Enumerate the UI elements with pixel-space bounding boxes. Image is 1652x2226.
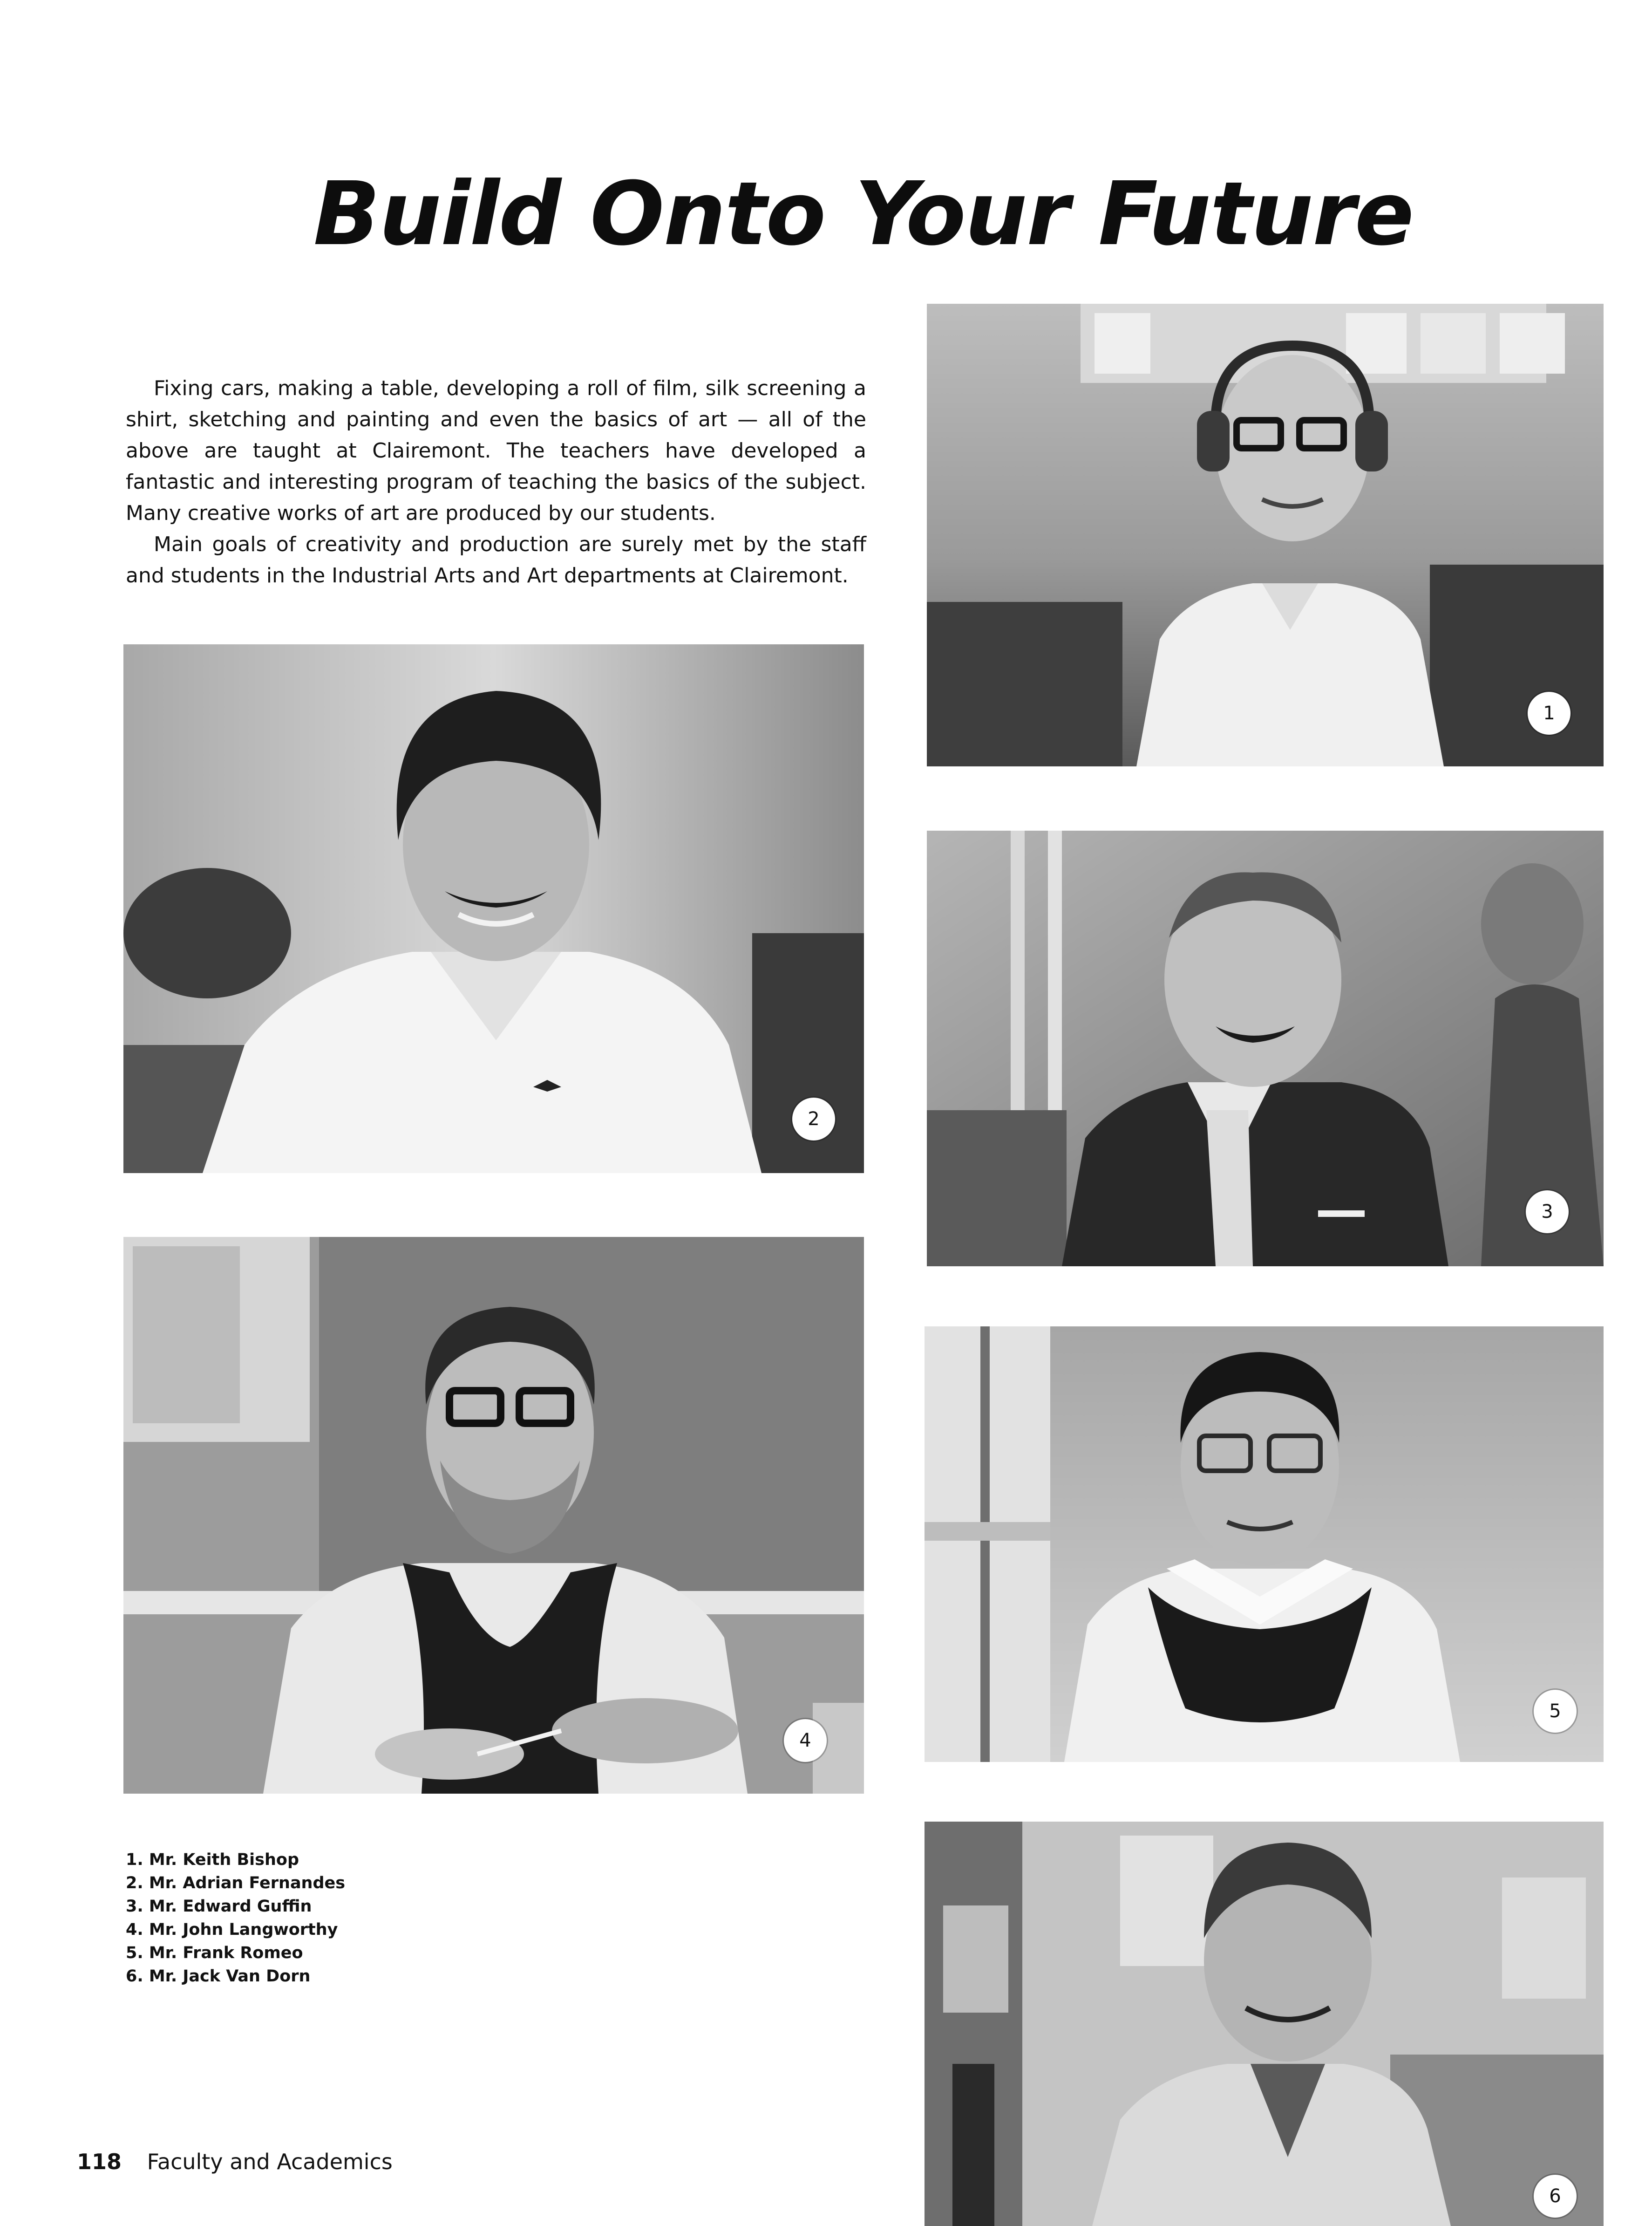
- portrait-photo-6: [925, 1822, 1604, 2226]
- intro-text: [126, 373, 866, 591]
- portrait-photo-5: [925, 1326, 1604, 1762]
- photo-number-badge: 5: [1534, 1690, 1577, 1733]
- portrait-photo-2: [123, 644, 864, 1173]
- photo-number-badge: 2: [792, 1098, 835, 1140]
- portrait-illustration: [927, 831, 1604, 1266]
- caption-item: 4. Mr. John Langworthy: [126, 1920, 338, 1939]
- caption-item: 3. Mr. Edward Guffin: [126, 1897, 312, 1916]
- portrait-illustration: [927, 304, 1604, 766]
- portrait-photo-4: [123, 1237, 864, 1794]
- intro-paragraph-2: Main goals of creativity and production are surely met by the staff and students in the Industrial Arts and Art departments at Clairemont.: [126, 533, 866, 587]
- portrait-photo-1: [927, 304, 1604, 766]
- page-number: 118: [77, 2149, 122, 2174]
- page-title: Build Onto Your Future: [313, 163, 1414, 265]
- portrait-photo-3: [927, 831, 1604, 1266]
- photo-captions-list: [126, 1848, 345, 1988]
- page-footer: [77, 2148, 393, 2176]
- photo-number-badge: 4: [784, 1719, 827, 1762]
- caption-item: 6. Mr. Jack Van Dorn: [126, 1967, 311, 1986]
- portrait-illustration: [925, 1326, 1604, 1762]
- photo-number-badge: 3: [1526, 1190, 1569, 1233]
- photo-number-badge: 1: [1528, 692, 1570, 735]
- portrait-illustration: [123, 644, 864, 1173]
- caption-item: 1. Mr. Keith Bishop: [126, 1850, 299, 1869]
- section-name: Faculty and Academics: [147, 2149, 393, 2174]
- photo-number-badge: 6: [1534, 2175, 1577, 2218]
- intro-paragraph-1: Fixing cars, making a table, developing a roll of film, silk screening a shirt, sketching and painting and even the basics of art — all of the above are taught at Clairemont. The teachers have developed a fantastic and interesting program of teaching the basics of the subject. Many creative works of art are produced by our students.: [126, 376, 866, 525]
- caption-item: 5. Mr. Frank Romeo: [126, 1944, 303, 1962]
- portrait-illustration: [925, 1822, 1604, 2226]
- caption-item: 2. Mr. Adrian Fernandes: [126, 1874, 346, 1892]
- portrait-illustration: [123, 1237, 864, 1794]
